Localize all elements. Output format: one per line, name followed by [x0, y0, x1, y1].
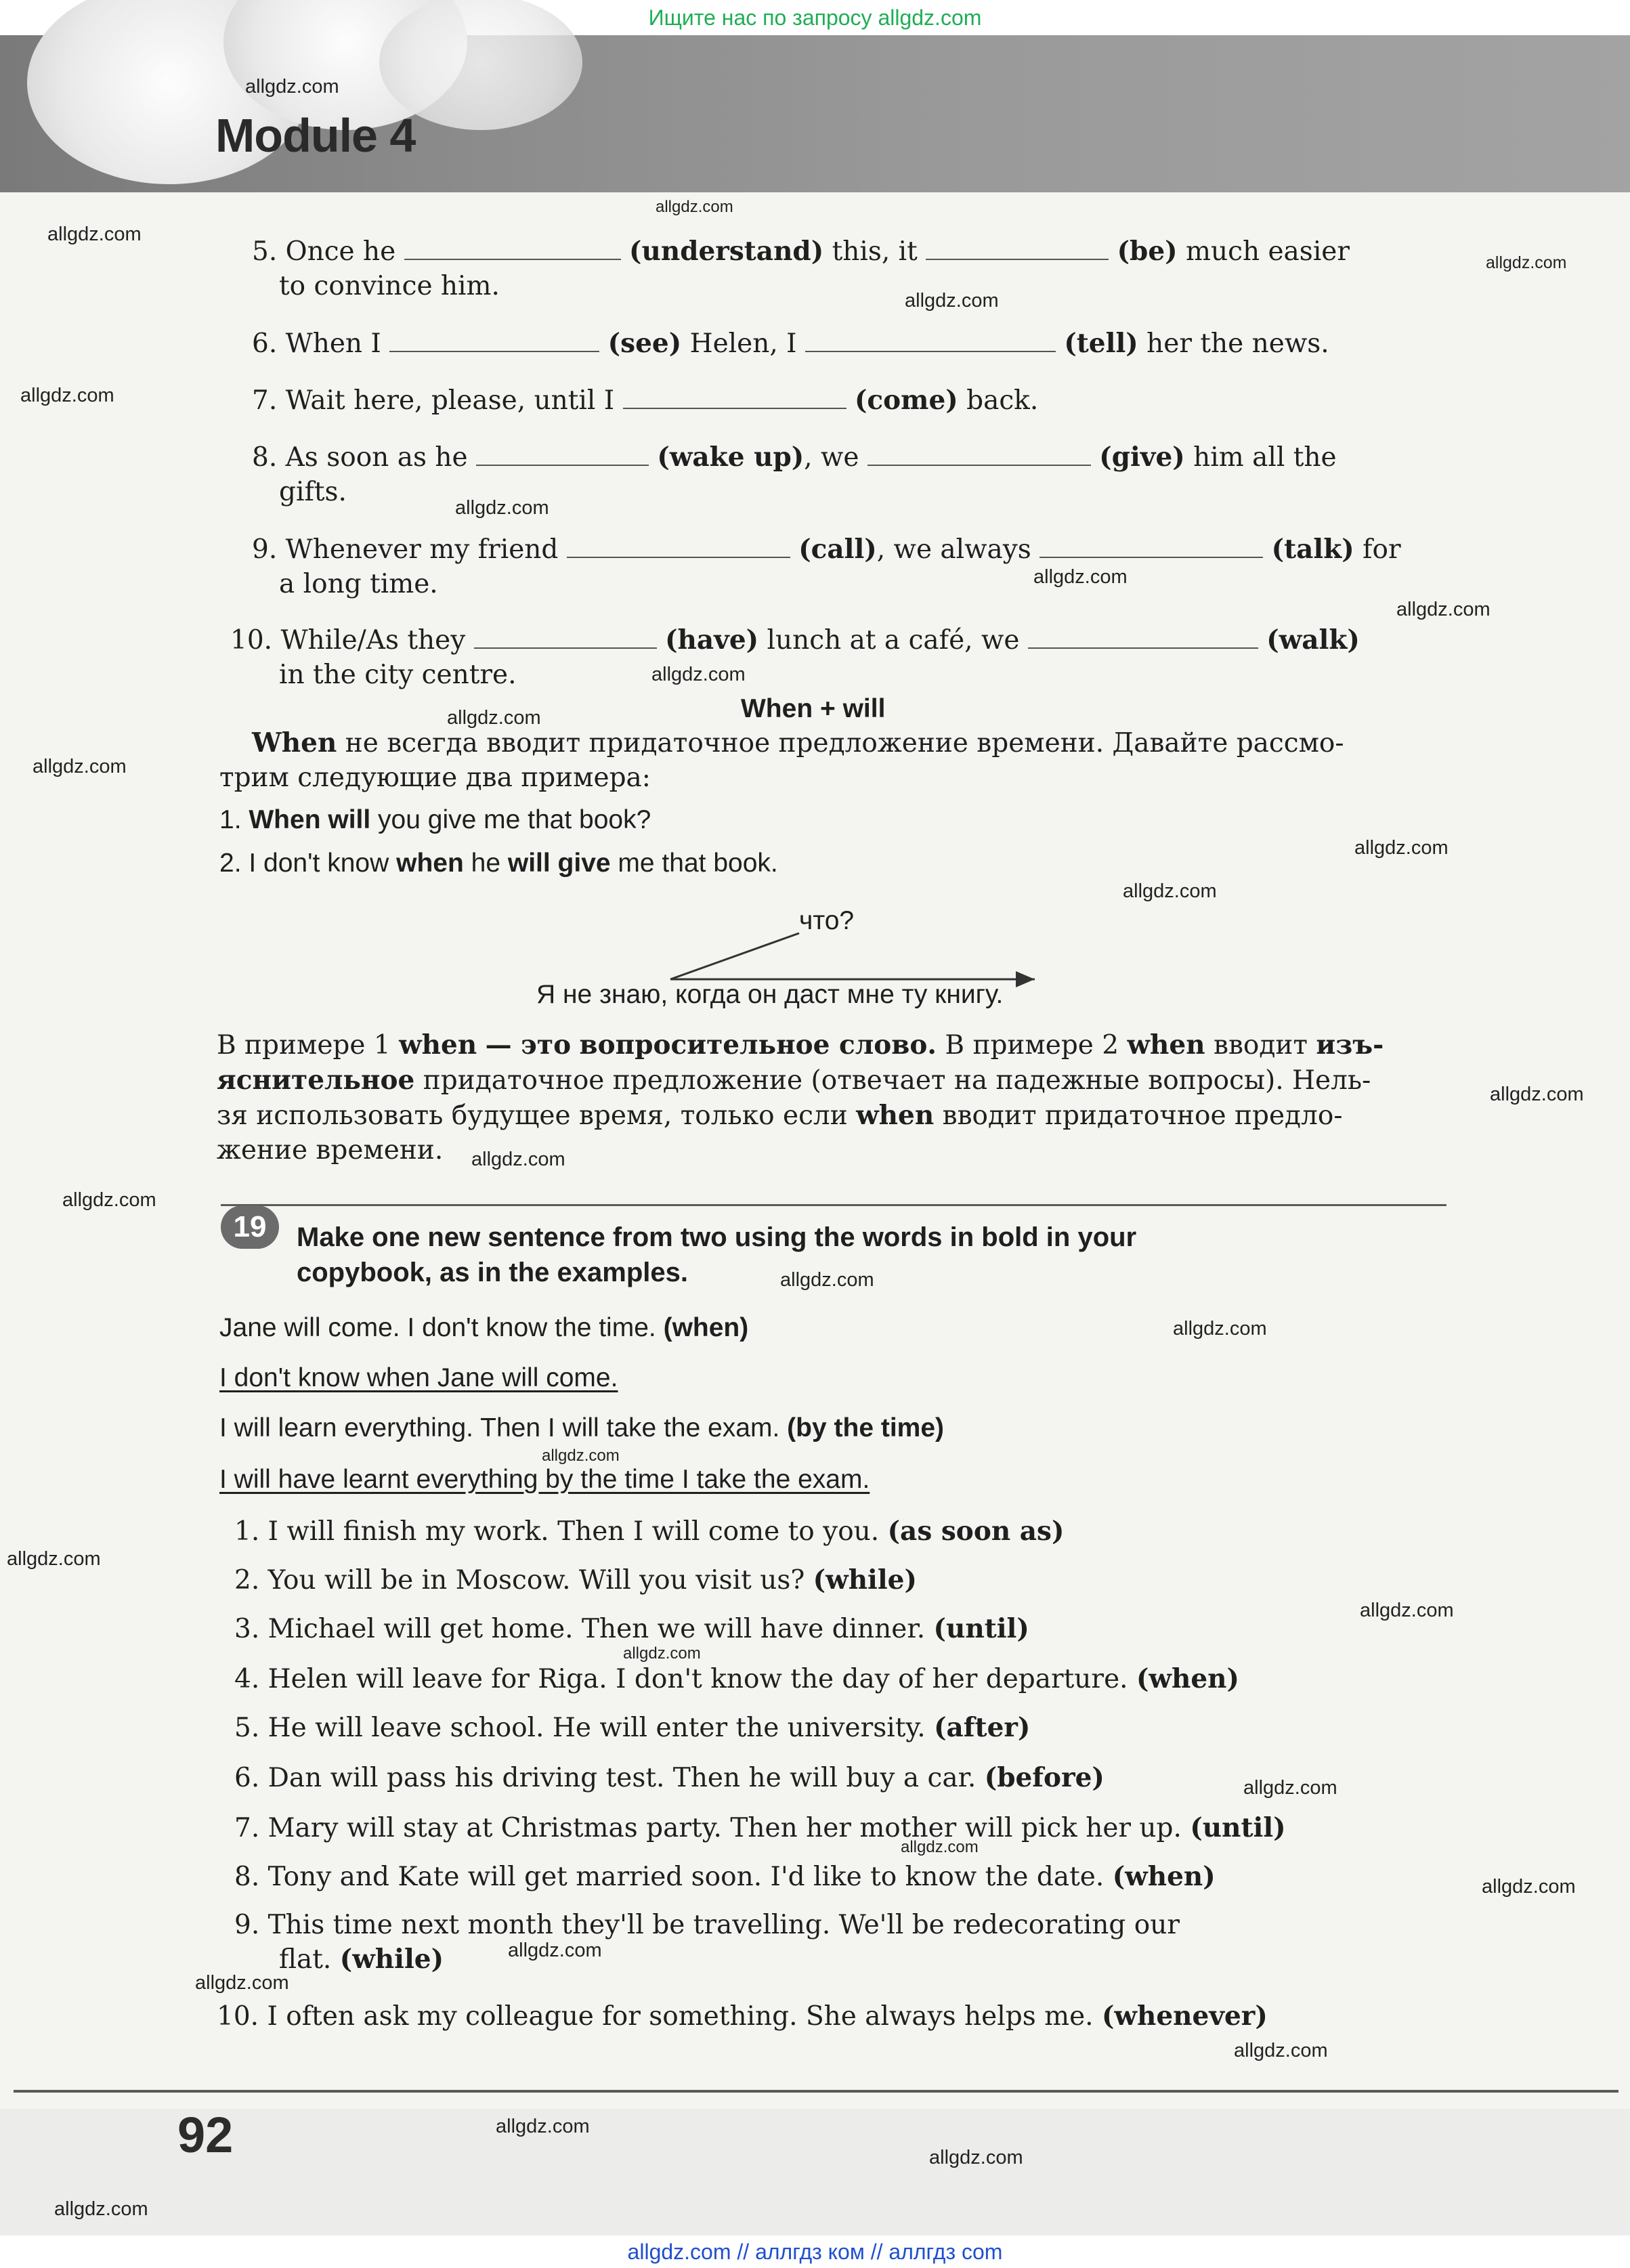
exercise-number-badge: 19: [221, 1205, 279, 1249]
ex19-item-9: 9. This time next month they'll be travelling. We'll be redecorating our: [234, 1910, 1180, 1940]
watermark: allgdz.com: [455, 497, 549, 519]
ex19-item-1: 1. I will finish my work. Then I will come to you. (as soon as): [234, 1516, 1065, 1547]
watermark: allgdz.com: [1033, 566, 1128, 588]
example-a: Jane will come. I don't know the time. (when): [219, 1313, 749, 1342]
ex19-item-9-cont: flat. (while): [279, 1944, 444, 1975]
watermark: allgdz.com: [496, 2116, 590, 2137]
ex18-item-8-cont: gifts.: [279, 477, 347, 507]
grammar-heading: When + will: [741, 694, 886, 723]
grammar-paragraph-2-line-3: зя использовать будущее время, только если when вводит придаточное предло-: [217, 1100, 1343, 1131]
watermark: allgdz.com: [1396, 599, 1490, 620]
arrow-head: [1016, 971, 1035, 987]
grammar-paragraph-2-line-1: В примере 1 when — это вопросительное слово. В примере 2 when вводит изъ-: [217, 1029, 1384, 1061]
ex18-item-7: 7. Wait here, please, until I (come) back.: [252, 385, 1039, 416]
watermark: allgdz.com: [33, 756, 127, 777]
watermark: allgdz.com: [54, 2198, 148, 2220]
exercise-instructions: Make one new sentence from two using the words in bold in your: [297, 1222, 1137, 1252]
watermark: allgdz.com: [901, 1838, 979, 1856]
watermark: allgdz.com: [651, 664, 746, 685]
ex19-item-5: 5. He will leave school. He will enter the university. (after): [234, 1712, 1031, 1743]
ex18-item-10-cont: in the city centre.: [279, 660, 517, 690]
clause-question: что?: [799, 906, 855, 935]
watermark: allgdz.com: [1173, 1318, 1267, 1340]
arrow-stem: [670, 933, 799, 979]
watermark: allgdz.com: [447, 707, 541, 729]
watermark: allgdz.com: [542, 1447, 620, 1465]
watermark: allgdz.com: [929, 2147, 1023, 2168]
ex18-item-5-cont: to convince him.: [279, 271, 500, 301]
watermark: allgdz.com: [1482, 1876, 1576, 1898]
grammar-paragraph-2-line-4: жение времени.: [217, 1135, 444, 1165]
ex18-item-8: 8. As soon as he (wake up), we (give) him all the: [252, 442, 1337, 473]
watermark: allgdz.com: [20, 385, 114, 406]
ex19-item-2: 2. You will be in Moscow. Will you visit us? (while): [234, 1564, 917, 1596]
ex18-item-5: 5. Once he (understand) this, it (be) much easier: [252, 236, 1350, 267]
ex19-item-8: 8. Tony and Kate will get married soon. I'd like to know the date. (when): [234, 1861, 1216, 1892]
exercise-divider: [221, 1204, 1446, 1206]
watermark: allgdz.com: [471, 1149, 565, 1170]
watermark: allgdz.com: [1234, 2040, 1328, 2061]
watermark: allgdz.com: [1490, 1084, 1584, 1105]
watermark: allgdz.com: [47, 223, 142, 245]
example-a-answer: I don't know when Jane will come.: [219, 1363, 618, 1392]
watermark: allgdz.com: [195, 1972, 289, 1994]
grammar-example-1: 1. When will you give me that book?: [219, 805, 651, 834]
watermark: allgdz.com: [1486, 253, 1567, 272]
ex19-item-6: 6. Dan will pass his driving test. Then he will buy a car. (before): [234, 1762, 1104, 1793]
top-banner[interactable]: Ищите нас по запросу allgdz.com: [0, 0, 1630, 35]
watermark: allgdz.com: [62, 1189, 156, 1211]
example-b-answer: I will have learnt everything by the time I take the exam.: [219, 1465, 870, 1494]
ex19-item-4: 4. Helen will leave for Riga. I don't know the day of her departure. (when): [234, 1663, 1239, 1694]
watermark: allgdz.com: [245, 76, 339, 98]
grammar-translation: Я не знаю, когда он даст мне ту книгу.: [536, 980, 1004, 1009]
watermark: allgdz.com: [508, 1940, 602, 1961]
watermark: allgdz.com: [1243, 1777, 1337, 1799]
module-title: Module 4: [215, 109, 416, 162]
grammar-example-2: 2. I don't know when he will give me that book.: [219, 849, 778, 878]
watermark: allgdz.com: [1123, 880, 1217, 902]
example-b: I will learn everything. Then I will take the exam. (by the time): [219, 1413, 945, 1442]
ex18-item-9: 9. Whenever my friend (call), we always (talk) for: [252, 534, 1401, 565]
exercise-instructions-cont: copybook, as in the examples.: [297, 1258, 688, 1287]
page-number: 92: [177, 2107, 234, 2163]
watermark: allgdz.com: [7, 1548, 101, 1570]
watermark: allgdz.com: [780, 1269, 874, 1291]
grammar-paragraph-1-cont: трим следующие два примера:: [219, 763, 651, 793]
watermark: allgdz.com: [656, 198, 733, 216]
bottom-banner[interactable]: allgdz.com // аллгдз ком // аллгдз com: [0, 2235, 1630, 2268]
ex18-item-6: 6. When I (see) Helen, I (tell) her the news.: [252, 328, 1329, 359]
grammar-paragraph-2-line-2: яснительное придаточное предложение (отвечает на падежные вопросы). Нель-: [217, 1065, 1371, 1096]
footer-divider: [14, 2090, 1618, 2093]
ex19-item-7: 7. Mary will stay at Christmas party. Then her mother will pick her up. (until): [234, 1812, 1286, 1843]
grammar-paragraph-1: When не всегда вводит придаточное предложение времени. Давайте рассмо-: [252, 727, 1344, 758]
ex19-item-10: 10. I often ask my colleague for something. She always helps me. (whenever): [217, 2000, 1268, 2032]
watermark: allgdz.com: [905, 290, 999, 312]
watermark: allgdz.com: [1360, 1600, 1454, 1621]
watermark: allgdz.com: [623, 1644, 701, 1663]
ex18-item-9-cont: a long time.: [279, 569, 438, 599]
watermark: allgdz.com: [1354, 837, 1449, 859]
ex18-item-10: 10. While/As they (have) lunch at a café, we (walk): [230, 624, 1360, 656]
ex19-item-3: 3. Michael will get home. Then we will have dinner. (until): [234, 1613, 1029, 1644]
